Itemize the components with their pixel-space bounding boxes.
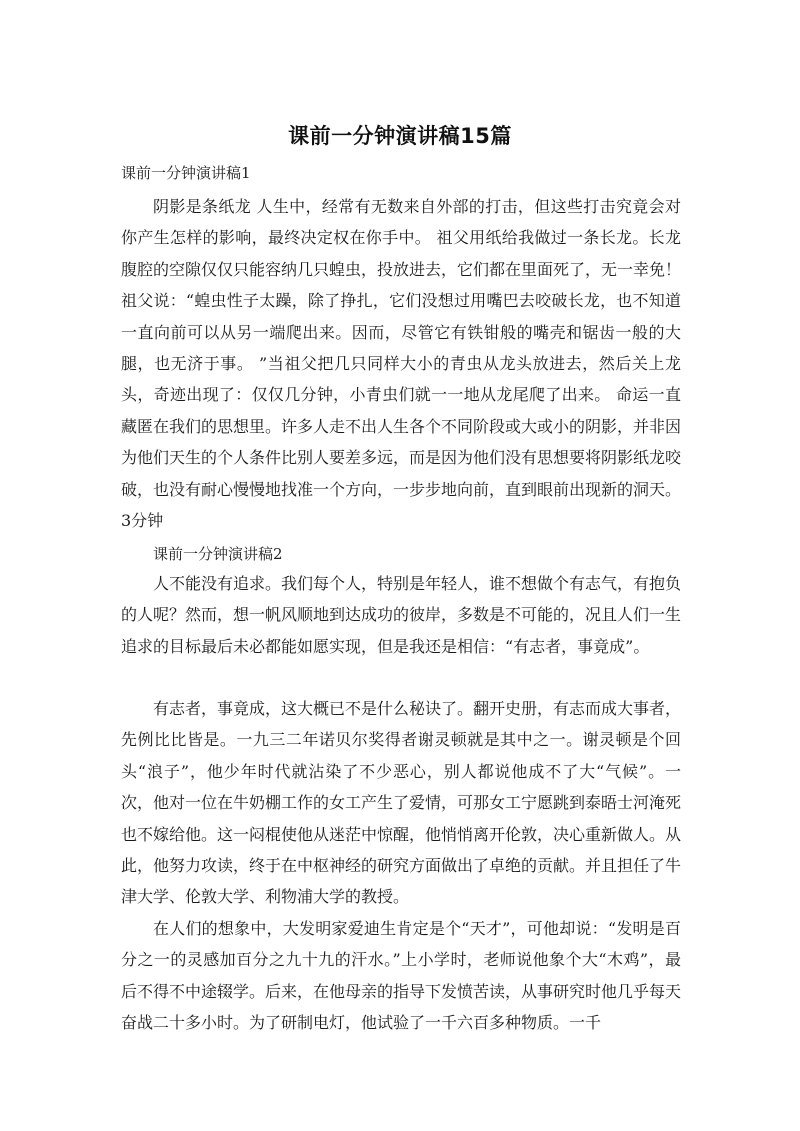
section-2-paragraph-3: 在人们的想象中，大发明家爱迪生肯定是个“天才”，可他却说：“发明是百分之一的灵感加百分之九十九的汗水。”上小学时，老师说他象个大“木鸡”，最后不得不中途辍学。后来，在他母亲的指导下发愤苦读，从事研究时他几乎每天奋战二十多小时。为了研制电灯，他试验了一千六百多种物质。一千	[121, 919, 682, 1033]
section-2-paragraph-2: 有志者，事竟成，这大概已不是什么秘诀了。翻开史册，有志而成大事者，先例比比皆是。一九三二年诺贝尔奖得者谢灵顿就是其中之一。谢灵顿是个回头“浪子”，他少年时代就沾染了不少恶心，别人都说他成不了大“气候”。一次，他对一位在牛奶棚工作的女工产生了爱情，可那女工宁愿跳到泰晤士河淹死也不嫁给他。这一闷棍使他从迷茫中惊醒，他悄悄离开伦敦，决心重新做人。从此，他努力攻读，终于在中枢神经的研究方面做出了卓绝的贡献。并且担任了牛津大学、伦敦大学、利物浦大学的教授。	[121, 699, 682, 907]
section-1-heading: 课前一分钟演讲稿1	[121, 164, 251, 182]
section-2-heading: 课前一分钟演讲稿2	[153, 545, 283, 563]
section-1-paragraph: 阴影是条纸龙 人生中，经常有无数来自外部的打击，但这些打击究竟会对你产生怎样的影响，最终决定权在你手中。 祖父用纸给我做过一条长龙。长龙腹腔的空隙仅仅只能容纳几只蝗虫，投放进去，它们都在里面死了，无一幸免！祖父说：“蝗虫性子太躁，除了挣扎，它们没想过用嘴巴去咬破长龙，也不知道一直向前可以从另一端爬出来。因而，尽管它有铁钳般的嘴壳和锯齿一般的大腿，也无济于事。 ”当祖父把几只同样大小的青虫从龙头放进去，然后关上龙头，奇迹出现了：仅仅几分钟，小青虫们就一一地从龙尾爬了出来。 命运一直藏匿在我们的思想里。许多人走不出人生各个不同阶段或大或小的阴影，并非因为他们天生的个人条件比别人要差多远，而是因为他们没有思想要将阴影纸龙咬破，也没有耐心慢慢地找准一个方向，一步步地向前，直到眼前出现新的洞天。 3分钟	[121, 197, 682, 531]
section-2-paragraph-1: 人不能没有追求。我们每个人，特别是年轻人，谁不想做个有志气，有抱负的人呢？然而，想一帆风顺地到达成功的彼岸，多数是不可能的，况且人们一生追求的目标最后未必都能如愿实现，但是我还是相信：“有志者，事竟成”。	[121, 574, 682, 656]
document-title: 课前一分钟演讲稿15篇	[288, 124, 512, 148]
